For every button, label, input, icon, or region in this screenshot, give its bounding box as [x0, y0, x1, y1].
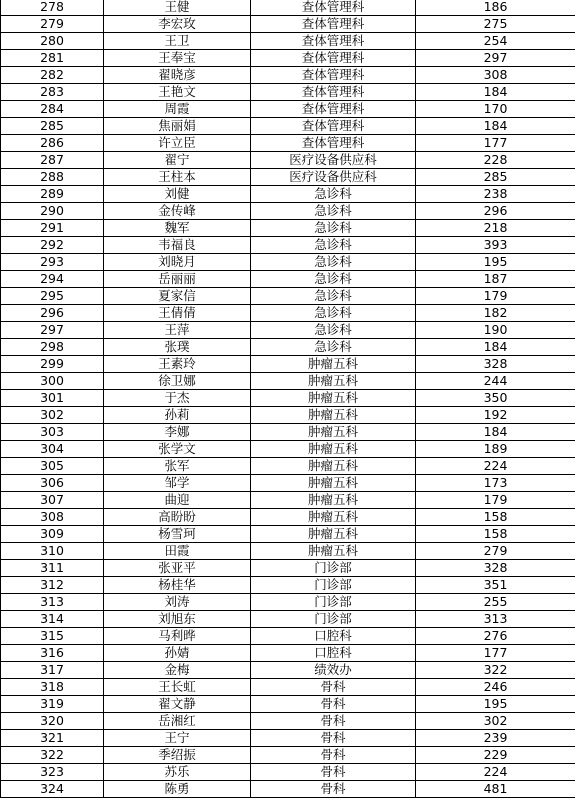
table-row: [1, 0, 575, 16]
name-cell: 季绍振: [104, 747, 251, 764]
value-cell: 351: [416, 577, 575, 594]
name-cell: 金梅: [104, 662, 251, 679]
table-row: [1, 407, 575, 424]
name-cell: 王柱本: [104, 169, 251, 186]
table-row: [1, 509, 575, 526]
row-number-cell: 309: [1, 526, 104, 543]
table-row: [1, 611, 575, 628]
table-row: [1, 645, 575, 662]
value-cell: 184: [416, 84, 575, 101]
name-cell: 王倩倩: [104, 305, 251, 322]
row-number-cell: 285: [1, 118, 104, 135]
department-cell: 医疗设备供应科: [251, 152, 416, 169]
value-cell: 177: [416, 645, 575, 662]
value-cell: 184: [416, 118, 575, 135]
row-number-cell: 312: [1, 577, 104, 594]
department-cell: 骨科: [251, 696, 416, 713]
department-cell: 骨科: [251, 781, 416, 798]
table-row: [1, 237, 575, 254]
department-cell: 查体管理科: [251, 135, 416, 152]
department-cell: 绩效办: [251, 662, 416, 679]
row-number-cell: 310: [1, 543, 104, 560]
name-cell: 李娜: [104, 424, 251, 441]
value-cell: 254: [416, 33, 575, 50]
department-cell: 急诊科: [251, 271, 416, 288]
name-cell: 刘旭东: [104, 611, 251, 628]
value-cell: 297: [416, 50, 575, 67]
department-cell: 门诊部: [251, 577, 416, 594]
row-number-cell: 288: [1, 169, 104, 186]
value-cell: 229: [416, 747, 575, 764]
row-number-cell: 290: [1, 203, 104, 220]
department-cell: 急诊科: [251, 322, 416, 339]
department-cell: 肿瘤五科: [251, 509, 416, 526]
department-cell: 肿瘤五科: [251, 356, 416, 373]
value-cell: 246: [416, 679, 575, 696]
name-cell: 邹学: [104, 475, 251, 492]
table-row: [1, 373, 575, 390]
value-cell: 350: [416, 390, 575, 407]
name-cell: 王健: [104, 0, 251, 16]
value-cell: 393: [416, 237, 575, 254]
name-cell: 王素玲: [104, 356, 251, 373]
table-row: [1, 543, 575, 560]
name-cell: 韦福良: [104, 237, 251, 254]
department-cell: 肿瘤五科: [251, 492, 416, 509]
department-cell: 口腔科: [251, 645, 416, 662]
department-cell: 骨科: [251, 730, 416, 747]
name-cell: 岳丽丽: [104, 271, 251, 288]
row-number-cell: 307: [1, 492, 104, 509]
table-row: [1, 356, 575, 373]
department-cell: 骨科: [251, 713, 416, 730]
row-number-cell: 291: [1, 220, 104, 237]
name-cell: 翟文静: [104, 696, 251, 713]
name-cell: 周霞: [104, 101, 251, 118]
name-cell: 高盼盼: [104, 509, 251, 526]
table-row: [1, 84, 575, 101]
value-cell: 224: [416, 764, 575, 781]
row-number-cell: 282: [1, 67, 104, 84]
department-cell: 查体管理科: [251, 50, 416, 67]
table-body: [1, 0, 575, 798]
name-cell: 王奉宝: [104, 50, 251, 67]
table-row: [1, 339, 575, 356]
row-number-cell: 287: [1, 152, 104, 169]
row-number-cell: 289: [1, 186, 104, 203]
department-cell: 急诊科: [251, 254, 416, 271]
table-row: [1, 458, 575, 475]
name-cell: 张军: [104, 458, 251, 475]
table-row: [1, 169, 575, 186]
value-cell: 182: [416, 305, 575, 322]
row-number-cell: 324: [1, 781, 104, 798]
table-row: [1, 781, 575, 798]
value-cell: 302: [416, 713, 575, 730]
name-cell: 张学文: [104, 441, 251, 458]
name-cell: 马利晔: [104, 628, 251, 645]
value-cell: 275: [416, 16, 575, 33]
row-number-cell: 298: [1, 339, 104, 356]
value-cell: 238: [416, 186, 575, 203]
value-cell: 279: [416, 543, 575, 560]
name-cell: 刘健: [104, 186, 251, 203]
name-cell: 陈勇: [104, 781, 251, 798]
table-row: [1, 696, 575, 713]
name-cell: 翟宁: [104, 152, 251, 169]
department-cell: 查体管理科: [251, 0, 416, 16]
department-cell: 骨科: [251, 679, 416, 696]
value-cell: 328: [416, 560, 575, 577]
row-number-cell: 323: [1, 764, 104, 781]
table-row: [1, 560, 575, 577]
name-cell: 王萍: [104, 322, 251, 339]
row-number-cell: 321: [1, 730, 104, 747]
table-row: [1, 288, 575, 305]
name-cell: 孙莉: [104, 407, 251, 424]
row-number-cell: 304: [1, 441, 104, 458]
row-number-cell: 305: [1, 458, 104, 475]
name-cell: 刘涛: [104, 594, 251, 611]
department-cell: 肿瘤五科: [251, 475, 416, 492]
value-cell: 158: [416, 526, 575, 543]
row-number-cell: 279: [1, 16, 104, 33]
row-number-cell: 306: [1, 475, 104, 492]
table-row: [1, 305, 575, 322]
row-number-cell: 296: [1, 305, 104, 322]
department-cell: 肿瘤五科: [251, 407, 416, 424]
value-cell: 276: [416, 628, 575, 645]
name-cell: 王宁: [104, 730, 251, 747]
name-cell: 徐卫娜: [104, 373, 251, 390]
department-cell: 门诊部: [251, 560, 416, 577]
department-cell: 急诊科: [251, 220, 416, 237]
department-cell: 急诊科: [251, 237, 416, 254]
row-number-cell: 317: [1, 662, 104, 679]
department-cell: 口腔科: [251, 628, 416, 645]
value-cell: 224: [416, 458, 575, 475]
value-cell: 186: [416, 0, 575, 16]
table-row: [1, 475, 575, 492]
value-cell: 190: [416, 322, 575, 339]
row-number-cell: 286: [1, 135, 104, 152]
table-row: [1, 628, 575, 645]
department-cell: 急诊科: [251, 203, 416, 220]
name-cell: 田霞: [104, 543, 251, 560]
table-row: [1, 220, 575, 237]
table-row: [1, 679, 575, 696]
department-cell: 查体管理科: [251, 84, 416, 101]
name-cell: 张亚平: [104, 560, 251, 577]
table-row: [1, 33, 575, 50]
row-number-cell: 308: [1, 509, 104, 526]
department-cell: 急诊科: [251, 288, 416, 305]
name-cell: 许立臣: [104, 135, 251, 152]
table-row: [1, 16, 575, 33]
value-cell: 296: [416, 203, 575, 220]
row-number-cell: 283: [1, 84, 104, 101]
value-cell: 170: [416, 101, 575, 118]
table-row: [1, 390, 575, 407]
name-cell: 王卫: [104, 33, 251, 50]
department-cell: 肿瘤五科: [251, 441, 416, 458]
name-cell: 王艳文: [104, 84, 251, 101]
name-cell: 杨雪珂: [104, 526, 251, 543]
name-cell: 岳湘红: [104, 713, 251, 730]
value-cell: 255: [416, 594, 575, 611]
value-cell: 328: [416, 356, 575, 373]
table-row: [1, 747, 575, 764]
table-row: [1, 492, 575, 509]
row-number-cell: 322: [1, 747, 104, 764]
table-row: [1, 424, 575, 441]
table-row: [1, 135, 575, 152]
row-number-cell: 302: [1, 407, 104, 424]
value-cell: 195: [416, 696, 575, 713]
row-number-cell: 320: [1, 713, 104, 730]
row-number-cell: 313: [1, 594, 104, 611]
value-cell: 218: [416, 220, 575, 237]
value-cell: 158: [416, 509, 575, 526]
table-row: [1, 152, 575, 169]
row-number-cell: 315: [1, 628, 104, 645]
row-number-cell: 316: [1, 645, 104, 662]
table-row: [1, 662, 575, 679]
table-row: [1, 730, 575, 747]
department-cell: 骨科: [251, 764, 416, 781]
table-row: [1, 118, 575, 135]
table-row: [1, 186, 575, 203]
row-number-cell: 300: [1, 373, 104, 390]
department-cell: 肿瘤五科: [251, 458, 416, 475]
value-cell: 228: [416, 152, 575, 169]
row-number-cell: 311: [1, 560, 104, 577]
department-cell: 查体管理科: [251, 101, 416, 118]
department-cell: 医疗设备供应科: [251, 169, 416, 186]
value-cell: 481: [416, 781, 575, 798]
row-number-cell: 281: [1, 50, 104, 67]
name-cell: 魏军: [104, 220, 251, 237]
table-row: [1, 526, 575, 543]
name-cell: 金传峰: [104, 203, 251, 220]
table-row: [1, 713, 575, 730]
value-cell: 244: [416, 373, 575, 390]
name-cell: 曲迎: [104, 492, 251, 509]
name-cell: 张璞: [104, 339, 251, 356]
department-cell: 门诊部: [251, 611, 416, 628]
value-cell: 187: [416, 271, 575, 288]
department-cell: 骨科: [251, 747, 416, 764]
value-cell: 239: [416, 730, 575, 747]
value-cell: 285: [416, 169, 575, 186]
department-cell: 急诊科: [251, 305, 416, 322]
name-cell: 苏乐: [104, 764, 251, 781]
department-cell: 急诊科: [251, 339, 416, 356]
value-cell: 184: [416, 339, 575, 356]
table-row: [1, 50, 575, 67]
table-row: [1, 101, 575, 118]
value-cell: 308: [416, 67, 575, 84]
table-row: [1, 203, 575, 220]
department-cell: 肿瘤五科: [251, 390, 416, 407]
table-row: [1, 322, 575, 339]
table-row: [1, 594, 575, 611]
table-row: [1, 441, 575, 458]
name-cell: 翟晓彦: [104, 67, 251, 84]
department-cell: 查体管理科: [251, 33, 416, 50]
name-cell: 李宏玫: [104, 16, 251, 33]
row-number-cell: 301: [1, 390, 104, 407]
table-row: [1, 764, 575, 781]
table-row: [1, 67, 575, 84]
row-number-cell: 280: [1, 33, 104, 50]
department-cell: 查体管理科: [251, 118, 416, 135]
department-cell: 肿瘤五科: [251, 526, 416, 543]
value-cell: 179: [416, 288, 575, 305]
department-cell: 查体管理科: [251, 67, 416, 84]
row-number-cell: 303: [1, 424, 104, 441]
value-cell: 322: [416, 662, 575, 679]
row-number-cell: 292: [1, 237, 104, 254]
table-row: [1, 577, 575, 594]
name-cell: 于杰: [104, 390, 251, 407]
row-number-cell: 299: [1, 356, 104, 373]
row-number-cell: 318: [1, 679, 104, 696]
department-cell: 查体管理科: [251, 16, 416, 33]
department-cell: 肿瘤五科: [251, 543, 416, 560]
table-row: [1, 254, 575, 271]
row-number-cell: 293: [1, 254, 104, 271]
department-cell: 急诊科: [251, 186, 416, 203]
department-cell: 门诊部: [251, 594, 416, 611]
name-cell: 刘晓月: [104, 254, 251, 271]
table-row: [1, 271, 575, 288]
name-cell: 王长虹: [104, 679, 251, 696]
row-number-cell: 294: [1, 271, 104, 288]
name-cell: 杨桂华: [104, 577, 251, 594]
value-cell: 177: [416, 135, 575, 152]
value-cell: 189: [416, 441, 575, 458]
value-cell: 184: [416, 424, 575, 441]
value-cell: 179: [416, 492, 575, 509]
row-number-cell: 278: [1, 0, 104, 16]
name-cell: 孙婧: [104, 645, 251, 662]
department-cell: 肿瘤五科: [251, 373, 416, 390]
row-number-cell: 314: [1, 611, 104, 628]
row-number-cell: 297: [1, 322, 104, 339]
name-cell: 焦丽娟: [104, 118, 251, 135]
row-number-cell: 295: [1, 288, 104, 305]
value-cell: 195: [416, 254, 575, 271]
value-cell: 313: [416, 611, 575, 628]
row-number-cell: 284: [1, 101, 104, 118]
name-cell: 夏家信: [104, 288, 251, 305]
department-cell: 肿瘤五科: [251, 424, 416, 441]
value-cell: 192: [416, 407, 575, 424]
value-cell: 173: [416, 475, 575, 492]
row-number-cell: 319: [1, 696, 104, 713]
